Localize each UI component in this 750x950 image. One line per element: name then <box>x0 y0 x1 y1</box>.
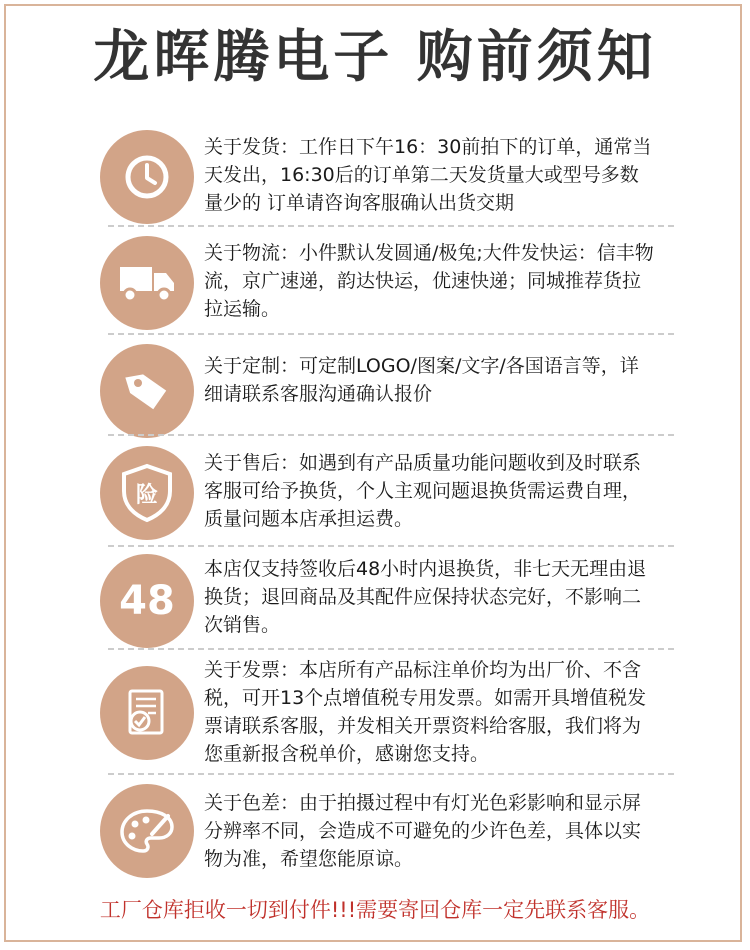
notice-text: 关于售后：如遇到有产品质量功能问题收到及时联系客服可给予换货，个人主观问题退换货需运费自理，质量问题本店承担运费。 <box>204 452 642 530</box>
notice-text: 关于发货：工作日下午16：30前拍下的订单，通常当天发出，16:30后的订单第二天发货量大或型号多数量少的 订单请咨询客服确认出货交期 <box>204 136 652 214</box>
divider <box>108 545 674 547</box>
notice-text: 本店仅支持签收后48小时内退换货，非七天无理由退换货；退回商品及其配件应保持状态完好，不影响二次销售。 <box>204 558 647 636</box>
shield-label: 险 <box>135 483 159 508</box>
tag-icon <box>100 344 194 438</box>
notice-text: 关于定制：可定制LOGO/图案/文字/各国语言等，详细请联系客服沟通确认报价 <box>204 355 639 405</box>
footer-warning: 工厂仓库拒收一切到付件!!!需要寄回仓库一定先联系客服。 <box>99 898 651 922</box>
notice-logistics <box>96 234 676 334</box>
divider <box>108 333 674 335</box>
clock-icon <box>100 130 194 224</box>
truck-icon <box>100 236 194 330</box>
notice-invoice <box>96 658 676 768</box>
notice-after-sales <box>96 444 676 544</box>
insurance-shield-icon <box>100 446 194 540</box>
page-title: 龙晖腾电子 购前须知 <box>93 25 657 90</box>
notice-text: 关于物流：小件默认发圆通/极兔;大件发快运：信丰物流，京广速递，韵达快运，优速快递；同城推荐货拉拉运输。 <box>204 242 654 320</box>
divider <box>108 225 674 227</box>
divider <box>108 773 674 775</box>
divider <box>108 434 674 436</box>
notice-text: 关于发票：本店所有产品标注单价均为出厂价、不含税，可开13个点增值税专用发票。如需开具增值税发票请联系客服，并发相关开票资料给客服，我们将为您重新报含税单价，感谢您支持。 <box>204 659 647 765</box>
48-label: 48 <box>119 578 175 624</box>
notice-return-policy <box>96 552 676 652</box>
notice-customization <box>96 342 676 442</box>
invoice-icon <box>100 666 194 760</box>
divider <box>108 648 674 650</box>
palette-icon <box>100 784 194 878</box>
notice-color-difference <box>96 782 676 882</box>
notice-text: 关于色差：由于拍摄过程中有灯光色彩影响和显示屏分辨率不同，会造成不可避免的少许色差，具体以实物为准，希望您能原谅。 <box>204 792 642 870</box>
48-hours-icon <box>100 554 194 648</box>
notice-shipping <box>96 128 676 228</box>
